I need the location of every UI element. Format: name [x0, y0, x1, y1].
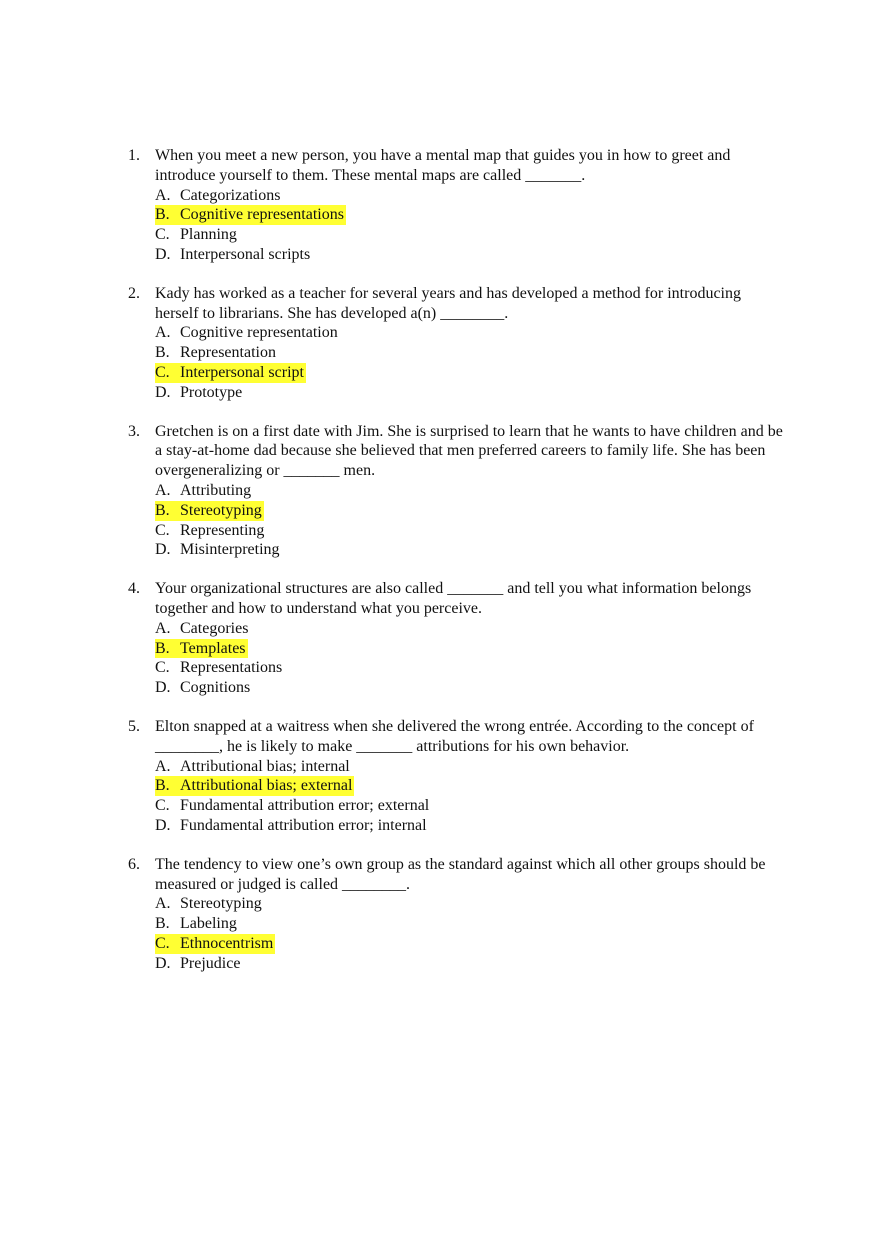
question-number: 6. [128, 855, 140, 873]
answer-options [155, 894, 788, 973]
option-letter: D. [155, 954, 171, 972]
answer-option [155, 658, 788, 678]
question-item [128, 422, 788, 561]
option-letter: D. [155, 816, 171, 834]
answer-option [155, 323, 788, 343]
option-letter: C. [155, 659, 170, 677]
question-number: 4. [128, 580, 140, 598]
answer-option-content [155, 934, 275, 954]
answer-option-content [155, 816, 429, 836]
option-text: Attributing [180, 481, 252, 499]
option-letter: B. [155, 501, 170, 519]
question-number: 1. [128, 147, 140, 164]
answer-option [155, 757, 788, 777]
option-text: Prejudice [180, 954, 241, 972]
option-letter: B. [155, 777, 170, 795]
answer-option-content [155, 678, 252, 698]
answer-option [155, 225, 788, 245]
option-text: Cognitions [180, 679, 251, 697]
answer-option [155, 796, 788, 816]
option-letter: A. [155, 186, 171, 204]
question-number: 2. [128, 284, 140, 302]
answer-option [155, 186, 788, 206]
answer-option-content [155, 186, 282, 206]
answer-option-content [155, 323, 340, 343]
answer-option [155, 481, 788, 501]
option-text: Representation [180, 344, 276, 362]
option-letter: A. [155, 481, 171, 499]
answer-option-content [155, 914, 239, 934]
answer-option [155, 205, 788, 225]
option-letter: B. [155, 206, 170, 224]
answer-option [155, 776, 788, 796]
option-text: Cognitive representation [180, 324, 338, 342]
answer-options [155, 481, 788, 560]
option-text: Categorizations [180, 186, 281, 204]
option-text: Ethnocentrism [180, 934, 274, 952]
answer-option [155, 816, 788, 836]
question-item [128, 146, 788, 265]
option-text: Representations [180, 659, 283, 677]
option-text: Categories [180, 619, 249, 637]
option-letter: D. [155, 679, 171, 697]
option-text: Attributional bias; external [180, 777, 353, 795]
question-item [128, 717, 788, 836]
question-text: The tendency to view one’s own group as the standard against which all other groups should be measured or judged is called ________. [155, 855, 766, 893]
option-letter: A. [155, 757, 171, 775]
answer-option-content [155, 205, 346, 225]
answer-option-content [155, 639, 248, 659]
option-text: Templates [180, 639, 246, 657]
answer-option [155, 678, 788, 698]
option-letter: A. [155, 895, 171, 913]
option-letter: C. [155, 226, 170, 244]
question-number: 3. [128, 422, 140, 440]
answer-option [155, 363, 788, 383]
answer-option [155, 639, 788, 659]
option-text: Prototype [180, 383, 243, 401]
option-letter: C. [155, 797, 170, 815]
answer-option-content [155, 757, 352, 777]
answer-option-content [155, 894, 264, 914]
option-text: Fundamental attribution error; external [180, 797, 430, 815]
answer-option [155, 934, 788, 954]
option-text: Interpersonal scripts [180, 245, 311, 263]
option-letter: D. [155, 245, 171, 263]
option-letter: D. [155, 541, 171, 559]
question-item [128, 284, 788, 403]
answer-option [155, 619, 788, 639]
answer-option-content [155, 954, 242, 974]
option-letter: C. [155, 934, 170, 952]
option-text: Misinterpreting [180, 541, 280, 559]
answer-options [155, 186, 788, 265]
answer-option [155, 914, 788, 934]
option-text: Fundamental attribution error; internal [180, 816, 427, 834]
option-letter: B. [155, 344, 170, 362]
question-text: Kady has worked as a teacher for several years and has developed a method for introducing herself to librarians. She has developed a(n) ________. [155, 284, 741, 322]
answer-option-content [155, 501, 264, 521]
answer-option [155, 343, 788, 363]
question-text: Gretchen is on a first date with Jim. She is surprised to learn that he wants to have children and be a stay-at-home dad because she believed that men preferred careers to family life. She has been overgeneralizing or _______ men. [155, 422, 783, 480]
answer-option-content [155, 225, 239, 245]
question-list [128, 146, 788, 992]
answer-option [155, 894, 788, 914]
answer-option [155, 383, 788, 403]
question-item [128, 855, 788, 974]
answer-options [155, 757, 788, 836]
answer-option-content [155, 776, 354, 796]
answer-option-content [155, 540, 282, 560]
answer-option-content [155, 658, 284, 678]
answer-option [155, 540, 788, 560]
answer-option [155, 521, 788, 541]
answer-option-content [155, 796, 431, 816]
option-letter: D. [155, 383, 171, 401]
option-text: Labeling [180, 915, 237, 933]
answer-options [155, 323, 788, 402]
option-letter: C. [155, 521, 170, 539]
option-letter: A. [155, 619, 171, 637]
option-text: Attributional bias; internal [180, 757, 350, 775]
answer-option [155, 245, 788, 265]
answer-option-content [155, 481, 253, 501]
answer-option-content [155, 343, 278, 363]
answer-options [155, 619, 788, 698]
answer-option-content [155, 521, 266, 541]
answer-option-content [155, 363, 306, 383]
option-text: Planning [180, 226, 237, 244]
option-text: Representing [180, 521, 265, 539]
answer-option-content [155, 619, 250, 639]
option-text: Stereotyping [180, 501, 262, 519]
answer-option-content [155, 245, 312, 265]
option-letter: A. [155, 324, 171, 342]
question-text: Elton snapped at a waitress when she delivered the wrong entrée. According to the concept of ________, he is likely to make _______ attributions for his own behavior. [155, 717, 754, 755]
option-letter: B. [155, 639, 170, 657]
option-letter: C. [155, 363, 170, 381]
option-text: Stereotyping [180, 895, 262, 913]
question-text: Your organizational structures are also called _______ and tell you what information belongs together and how to understand what you perceive. [155, 580, 752, 617]
answer-option [155, 501, 788, 521]
option-text: Cognitive representations [180, 206, 344, 224]
question-item [128, 579, 788, 698]
option-letter: B. [155, 915, 170, 933]
answer-option-content [155, 383, 244, 403]
option-text: Interpersonal script [180, 363, 304, 381]
answer-option [155, 954, 788, 974]
question-text: When you meet a new person, you have a mental map that guides you in how to greet and introduce yourself to them. These mental maps are called _______. [155, 147, 731, 184]
question-number: 5. [128, 717, 140, 735]
